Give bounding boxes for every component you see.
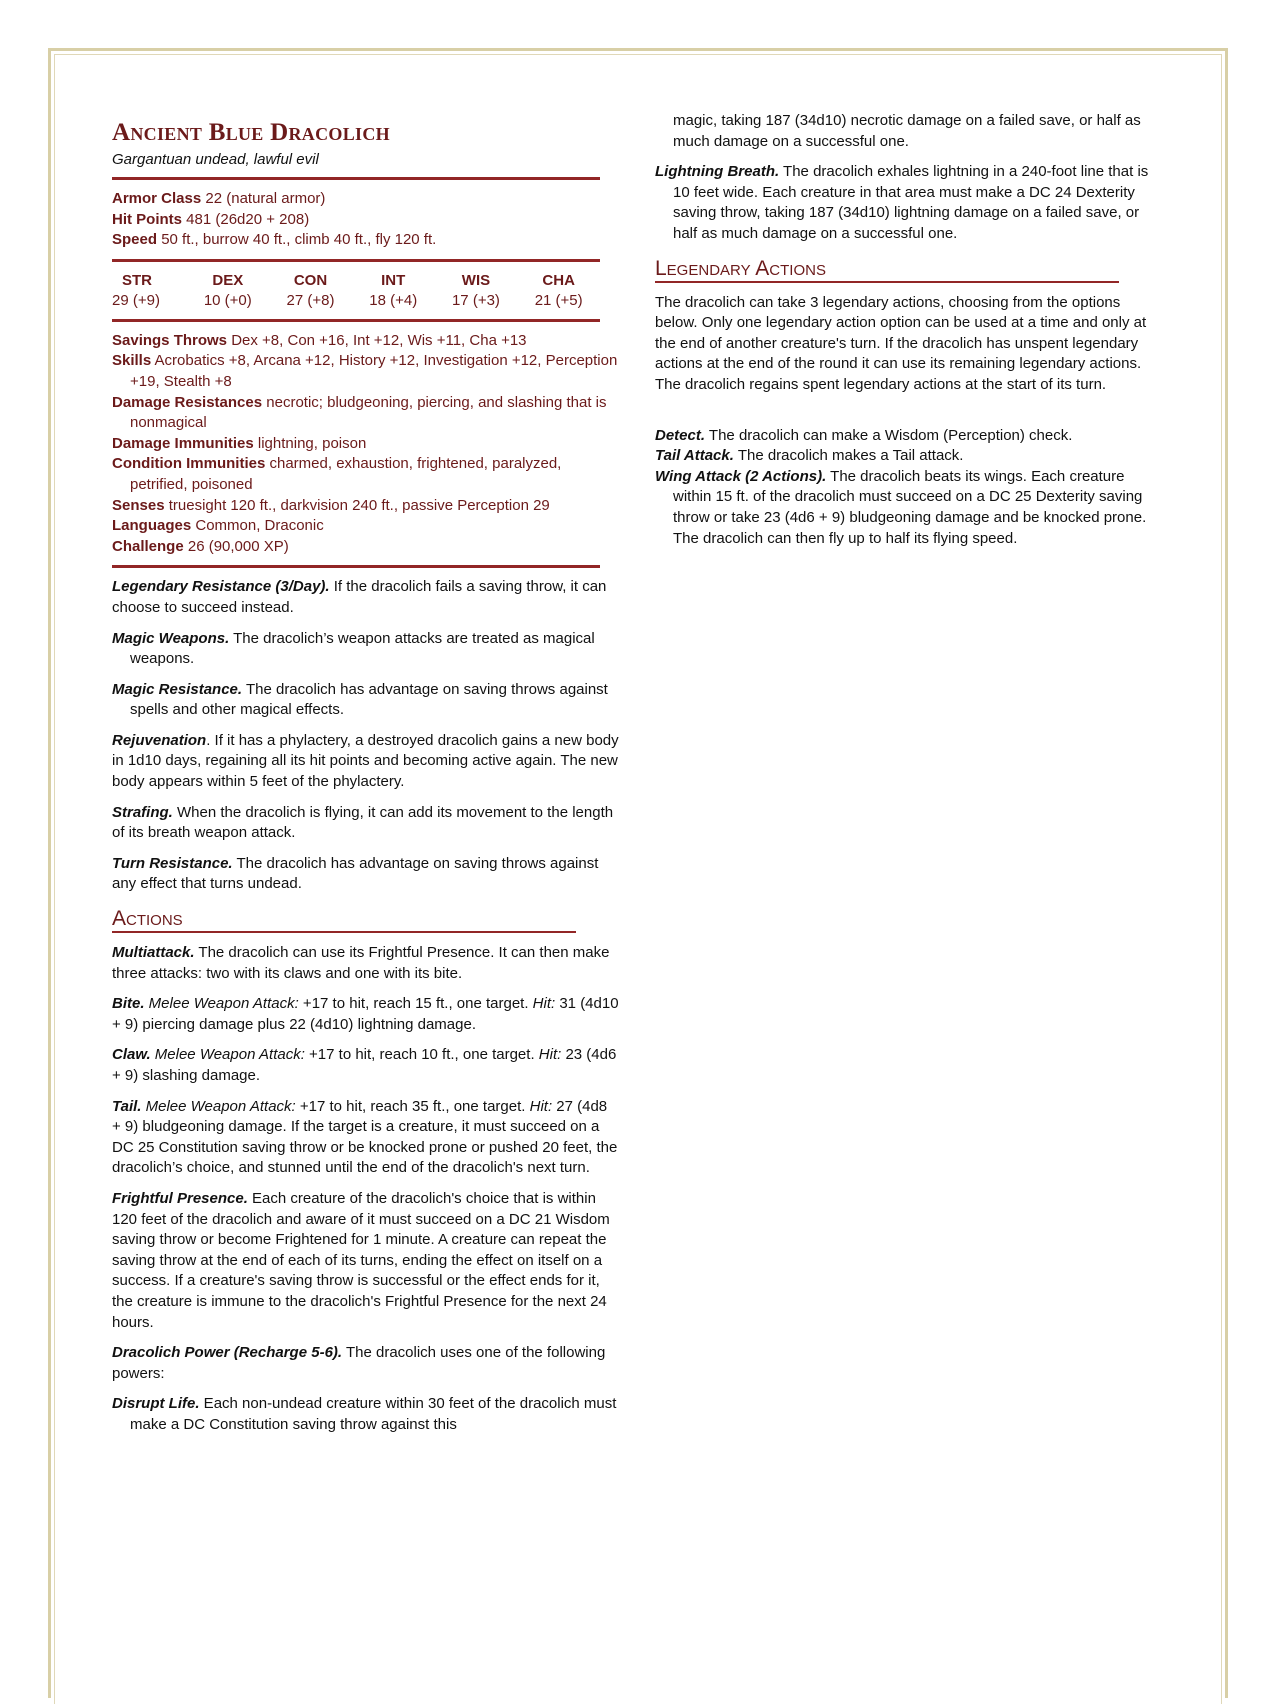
legendary-tail-attack: Tail Attack. The dracolich makes a Tail attack. bbox=[655, 447, 964, 465]
monster-name: Ancient Blue Dracolich bbox=[112, 119, 390, 146]
hit-points: Hit Points 481 (26d20 + 208) bbox=[112, 210, 310, 228]
condition-immunities: Condition Immunities charmed, exhaustion, frightened, paralyzed, petrified, poisoned bbox=[112, 455, 562, 493]
action-disrupt-life: Disrupt Life. Each non-undead creature within 30 feet of the dracolich must make a DC Constitution saving throw against this bbox=[112, 1395, 617, 1433]
languages: Languages Common, Draconic bbox=[112, 517, 324, 535]
skills: Skills Acrobatics +8, Arcana +12, History +12, Investigation +12, Perception +19, Stealth +8 bbox=[112, 352, 618, 390]
trait-rejuvenation: Rejuvenation. If it has a phylactery, a destroyed dracolich gains a new body in 1d10 days, regaining all its hit points and becoming active again. The new body appears within 5 feet of the phylactery. bbox=[112, 731, 619, 791]
saving-throws: Savings Throws Dex +8, Con +16, Int +12, Wis +11, Cha +13 bbox=[112, 331, 527, 349]
ability-str: STR 29 (+9) bbox=[112, 271, 160, 309]
legendary-actions-heading: Legendary Actions bbox=[655, 257, 1119, 283]
divider bbox=[112, 565, 600, 568]
challenge: Challenge 26 (90,000 XP) bbox=[112, 537, 289, 555]
action-dracolich-power: Dracolich Power (Recharge 5-6). The dracolich uses one of the following powers: bbox=[112, 1344, 606, 1382]
right-column bbox=[655, 111, 1155, 549]
damage-immunities: Damage Immunities lightning, poison bbox=[112, 434, 367, 452]
legendary-intro: The dracolich can take 3 legendary actions, choosing from the options below. Only one legendary action option can be used at a time and only at the end of another creature's turn. If the dracolich has unspent legendary actions at the end of the round it can use its remaining legendary actions. The dracolich regains spent legendary actions at the start of its turn. bbox=[655, 293, 1147, 393]
speed: Speed 50 ft., burrow 40 ft., climb 40 ft., fly 120 ft. bbox=[112, 231, 437, 249]
ability-wis: WIS 17 (+3) bbox=[451, 271, 500, 309]
trait-turn-resistance: Turn Resistance. The dracolich has advantage on saving throws against any effect that turns undead. bbox=[112, 854, 599, 893]
ability-con: CON 27 (+8) bbox=[286, 271, 335, 309]
senses: Senses truesight 120 ft., darkvision 240 ft., passive Perception 29 bbox=[112, 496, 550, 514]
action-disrupt-life-continued: magic, taking 187 (34d10) necrotic damage on a failed save, or half as much damage on a successful one. bbox=[673, 112, 1141, 150]
action-bite: Bite. Melee Weapon Attack: +17 to hit, reach 15 ft., one target. Hit: 31 (4d10 + 9) piercing damage plus 22 (4d10) lightning damage. bbox=[112, 995, 619, 1033]
action-multiattack: Multiattack. The dracolich can use its Frightful Presence. It can then make three attacks: two with its claws and one with its bite. bbox=[112, 944, 610, 982]
left-column bbox=[112, 112, 620, 1446]
spacer bbox=[655, 406, 1155, 426]
divider bbox=[112, 259, 600, 262]
ability-cha: CHA 21 (+5) bbox=[534, 271, 583, 309]
actions-heading: Actions bbox=[112, 907, 576, 933]
legendary-detect: Detect. The dracolich can make a Wisdom (Perception) check. bbox=[655, 426, 1073, 444]
monster-type: Gargantuan undead, lawful evil bbox=[112, 151, 319, 168]
action-frightful-presence: Frightful Presence. Each creature of the dracolich's choice that is within 120 feet of the dracolich and aware of it must succeed on a DC 21 Wisdom saving throw or become Frightened for 1 minute. A creature can repeat the saving throw at the end of each of its turns, ending the effect on itself on a success. If a creature's saving throw is successful or the effect ends for it, the creature is immune to the dracolich's Frightful Presence for the next 24 hours. bbox=[112, 1189, 610, 1331]
ability-int: INT 18 (+4) bbox=[369, 271, 418, 309]
armor-class: Armor Class 22 (natural armor) bbox=[112, 190, 326, 207]
ability-dex: DEX 10 (+0) bbox=[203, 271, 252, 309]
action-lightning-breath: Lightning Breath. The dracolich exhales lightning in a 240-foot line that is 10 feet wide. Each creature in that area must make a DC 24 Dexterity saving throw, taking 187 (34d10) lightning damage on a failed save, or half as much damage on a successful one. bbox=[655, 163, 1149, 242]
legendary-wing-attack: Wing Attack (2 Actions). The dracolich beats its wings. Each creature within 15 ft. of the dracolich must succeed on a DC 25 Dexterity saving throw or take 23 (4d6 + 9) bludgeoning damage and be knocked prone. The dracolich can then fly up to half its flying speed. bbox=[655, 467, 1147, 547]
trait-magic-resistance: Magic Resistance. The dracolich has advantage on saving throws against spells and other magical effects. bbox=[112, 680, 608, 719]
action-claw: Claw. Melee Weapon Attack: +17 to hit, reach 10 ft., one target. Hit: 23 (4d6 + 9) slashing damage. bbox=[112, 1046, 617, 1084]
divider bbox=[112, 319, 600, 322]
trait-strafing: Strafing. When the dracolich is flying, it can add its movement to the length of its breath weapon attack. bbox=[112, 803, 614, 842]
trait-legendary-resistance: Legendary Resistance (3/Day). If the dracolich fails a saving throw, it can choose to succeed instead. bbox=[112, 578, 607, 616]
trait-magic-weapons: Magic Weapons. The dracolich’s weapon attacks are treated as magical weapons. bbox=[112, 629, 595, 668]
damage-resistances: Damage Resistances necrotic; bludgeoning, piercing, and slashing that is nonmagical bbox=[112, 393, 607, 432]
action-tail: Tail. Melee Weapon Attack: +17 to hit, reach 35 ft., one target. Hit: 27 (4d8 + 9) bludgeoning damage. If the target is a creature, it must succeed on a DC 25 Constitution saving throw or be knocked prone or pushed 20 feet, the dracolich’s choice, and stunned until the end of the dracolich's next turn. bbox=[112, 1097, 618, 1177]
divider bbox=[112, 177, 600, 180]
ability-scores bbox=[112, 271, 600, 311]
